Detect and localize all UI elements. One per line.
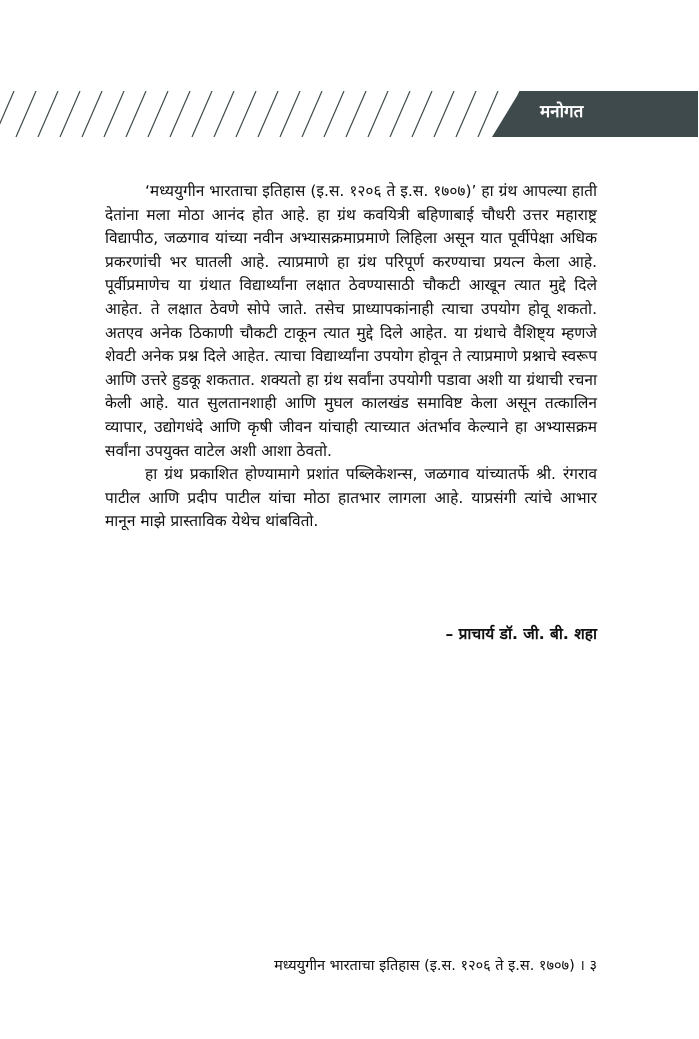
stripe-line — [170, 91, 190, 137]
stripe-line — [280, 91, 300, 137]
stripe-line — [104, 91, 124, 137]
stripe-line — [434, 91, 454, 137]
author-signature: – प्राचार्य डॉ. जी. बी. शहा — [445, 625, 597, 643]
stripe-line — [0, 91, 14, 137]
stripe-line — [214, 91, 234, 137]
page-footer: मध्ययुगीन भारताचा इतिहास (इ.स. १२०६ ते इ.स. १७०७) । ३ — [274, 958, 597, 974]
stripe-line — [390, 91, 410, 137]
stripe-line — [16, 91, 36, 137]
stripe-line — [60, 91, 80, 137]
preface-body — [105, 180, 597, 534]
section-header-bar — [492, 91, 698, 137]
paragraph: हा ग्रंथ प्रकाशित होण्यामागे प्रशांत पब्लिकेशन्स, जळगाव यांच्यातर्फे श्री. रंगराव पाटील आणि प्रदीप पाटील यांचा मोठा हातभार लागला आहे. याप्रसंगी त्यांचे आभार मानून माझे प्रास्ताविक येथेच थांबवितो. — [105, 465, 597, 531]
stripe-line — [192, 91, 212, 137]
stripe-line — [258, 91, 278, 137]
stripe-line — [324, 91, 344, 137]
stripe-line — [236, 91, 256, 137]
decorative-stripes — [0, 91, 520, 137]
stripe-line — [148, 91, 168, 137]
stripe-line — [38, 91, 58, 137]
stripe-line — [412, 91, 432, 137]
stripe-line — [456, 91, 476, 137]
stripe-line — [478, 91, 498, 137]
stripe-line — [302, 91, 322, 137]
stripe-line — [368, 91, 388, 137]
paragraph: ‘मध्ययुगीन भारताचा इतिहास (इ.स. १२०६ ते इ.स. १७०७)’ हा ग्रंथ आपल्या हाती देतांना मला मोठा आनंद होत आहे. हा ग्रंथ कवयित्री बहिणाबाई चौधरी उत्तर महाराष्ट्र विद्यापीठ, जळगाव यांच्या नवीन अभ्यासक्रमाप्रमाणे लिहिला असून यात पूर्वीपेक्षा अधिक प्रकरणांची भर घातली आहे. त्याप्रमाणे हा ग्रंथ परिपूर्ण करण्याचा प्रयत्न केला आहे. पूर्वीप्रमाणेच या ग्रंथात विद्यार्थ्यांना लक्षात ठेवण्यासाठी चौकटी आखून त्यात मुद्दे दिले आहेत. ते लक्षात ठेवणे सोपे जाते. तसेच प्राध्यापकांनाही त्याचा उपयोग होवू शकतो. अतएव अनेक ठिकाणी चौकटी टाकून त्यात मुद्दे दिले आहेत. या ग्रंथाचे वैशिष्ट्य म्हणजे शेवटी अनेक प्रश्न दिले आहेत. त्याचा विद्यार्थ्यांना उपयोग होवून ते त्याप्रमाणे प्रश्नाचे स्वरूप आणि उत्तरे हुडकू शकतात. शक्यतो हा ग्रंथ सर्वांना उपयोगी पडावा अशी या ग्रंथाची रचना केली आहे. यात सुलतानशाही आणि मुघल कालखंड समाविष्ट केला असून तत्कालिन व्यापार, उद्योगधंदे आणि कृषी जीवन यांचाही त्याच्यात अंतर्भाव केल्याने हा अभ्यासक्रम सर्वांना उपयुक्त वाटेल अशी आशा ठेवतो. — [105, 182, 597, 460]
stripe-line — [126, 91, 146, 137]
stripe-line — [82, 91, 102, 137]
stripe-line — [346, 91, 366, 137]
section-title: मनोगत — [540, 102, 584, 122]
